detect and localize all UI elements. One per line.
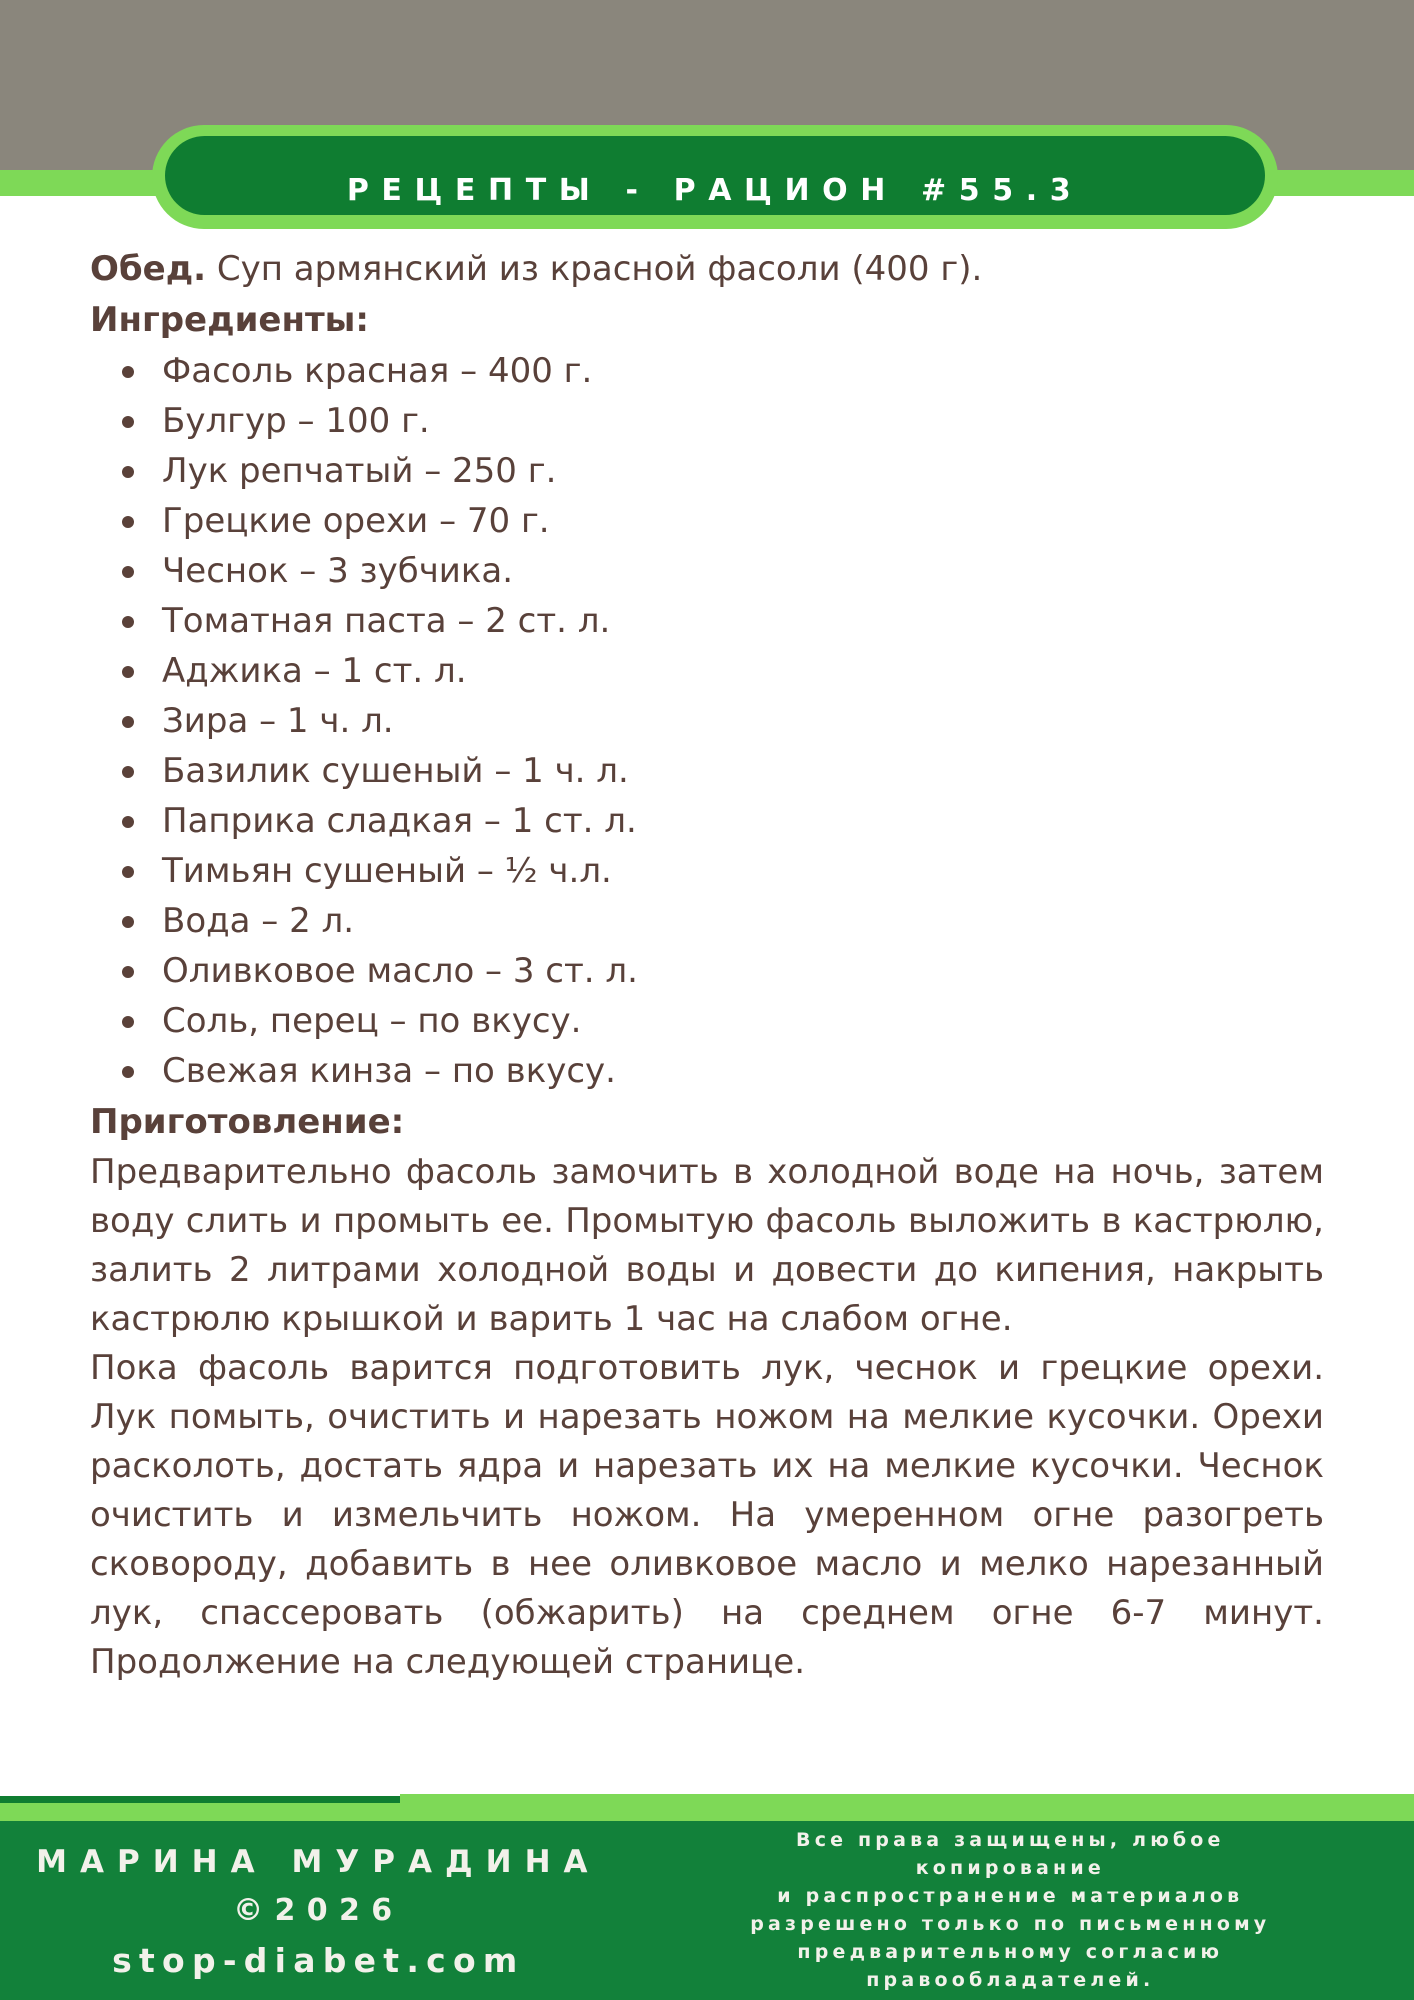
recipe-title-line [90,244,1324,294]
list-item: Свежая кинза – по вкусу. [90,1046,1324,1096]
list-item: Томатная паста – 2 ст. л. [90,596,1324,646]
list-item: Грецкие орехи – 70 г. [90,496,1324,546]
list-item: Базилик сушеный – 1 ч. л. [90,746,1324,796]
footer-ribbon-left [0,1803,400,1821]
list-item: Фасоль красная – 400 г. [90,346,1324,396]
footer-rights-line: разрешено только по письменному [750,1913,1271,1935]
list-item: Аджика – 1 ст. л. [90,646,1324,696]
preparation-paragraph: Предварительно фасоль замочить в холодной воде на ночь, затем воду слить и промыть ее. Промытую фасоль выложить в кастрюлю, залить 2 литрами холодной воды и довести до кипения, накрыть кастрюлю крышкой и варить 1 час на слабом огне. [90,1152,1324,1339]
footer-site-link[interactable]: stop-diabet.com [112,1941,525,1980]
list-item: Булгур – 100 г. [90,396,1324,446]
banner-title: РЕЦЕПТЫ - РАЦИОН #55.3 [346,173,1084,208]
footer-ribbon-left-edge [0,1796,400,1803]
list-item: Соль, перец – по вкусу. [90,996,1324,1046]
footer-rights-line: и распространение материалов [777,1885,1244,1907]
footer-author: МАРИНА МУРАДИНА [36,1844,601,1880]
footer-rights-block [637,1820,1414,2000]
ingredients-list [90,346,1324,1096]
footer-rights-line: Все права защищены, любое [796,1829,1225,1851]
footer-rights-line: предварительному согласию [797,1941,1224,1963]
footer [0,1820,1414,2000]
footer-rights-line: правообладателей. [866,1969,1155,1991]
header-banner-inner [165,136,1265,215]
list-item: Оливковое масло – 3 ст. л. [90,946,1324,996]
header-banner [152,125,1278,229]
footer-ribbon-right [400,1794,1414,1821]
list-item: Тимьян сушеный – ½ ч.л. [90,846,1324,896]
footer-author-block [0,1820,637,2000]
footer-rights-line: копирование [915,1857,1105,1879]
list-item: Паприка сладкая – 1 ст. л. [90,796,1324,846]
list-item: Чеснок – 3 зубчика. [90,546,1324,596]
list-item: Вода – 2 л. [90,896,1324,946]
meal-label: Обед. [90,249,207,289]
list-item: Зира – 1 ч. л. [90,696,1324,746]
list-item: Лук репчатый – 250 г. [90,446,1324,496]
recipe-content [90,244,1324,1687]
preparation-heading: Приготовление: [90,1102,405,1142]
preparation-paragraph: Пока фасоль варится подготовить лук, чеснок и грецкие орехи. Лук помыть, очистить и нарезать ножом на мелкие кусочки. Орехи расколоть, достать ядра и нарезать их на мелкие кусочки. Чеснок очистить и измельчить ножом. На умеренном огне разогреть сковороду, добавить в нее оливковое масло и мелко нарезанный лук, спассеровать (обжарить) на среднем огне 6-7 минут. Продолжение на следующей странице. [90,1348,1324,1682]
footer-copyright-year: ©2026 [233,1893,404,1928]
ingredients-heading: Ингредиенты: [90,300,369,340]
recipe-title: Суп армянский из красной фасоли (400 г). [216,249,983,289]
